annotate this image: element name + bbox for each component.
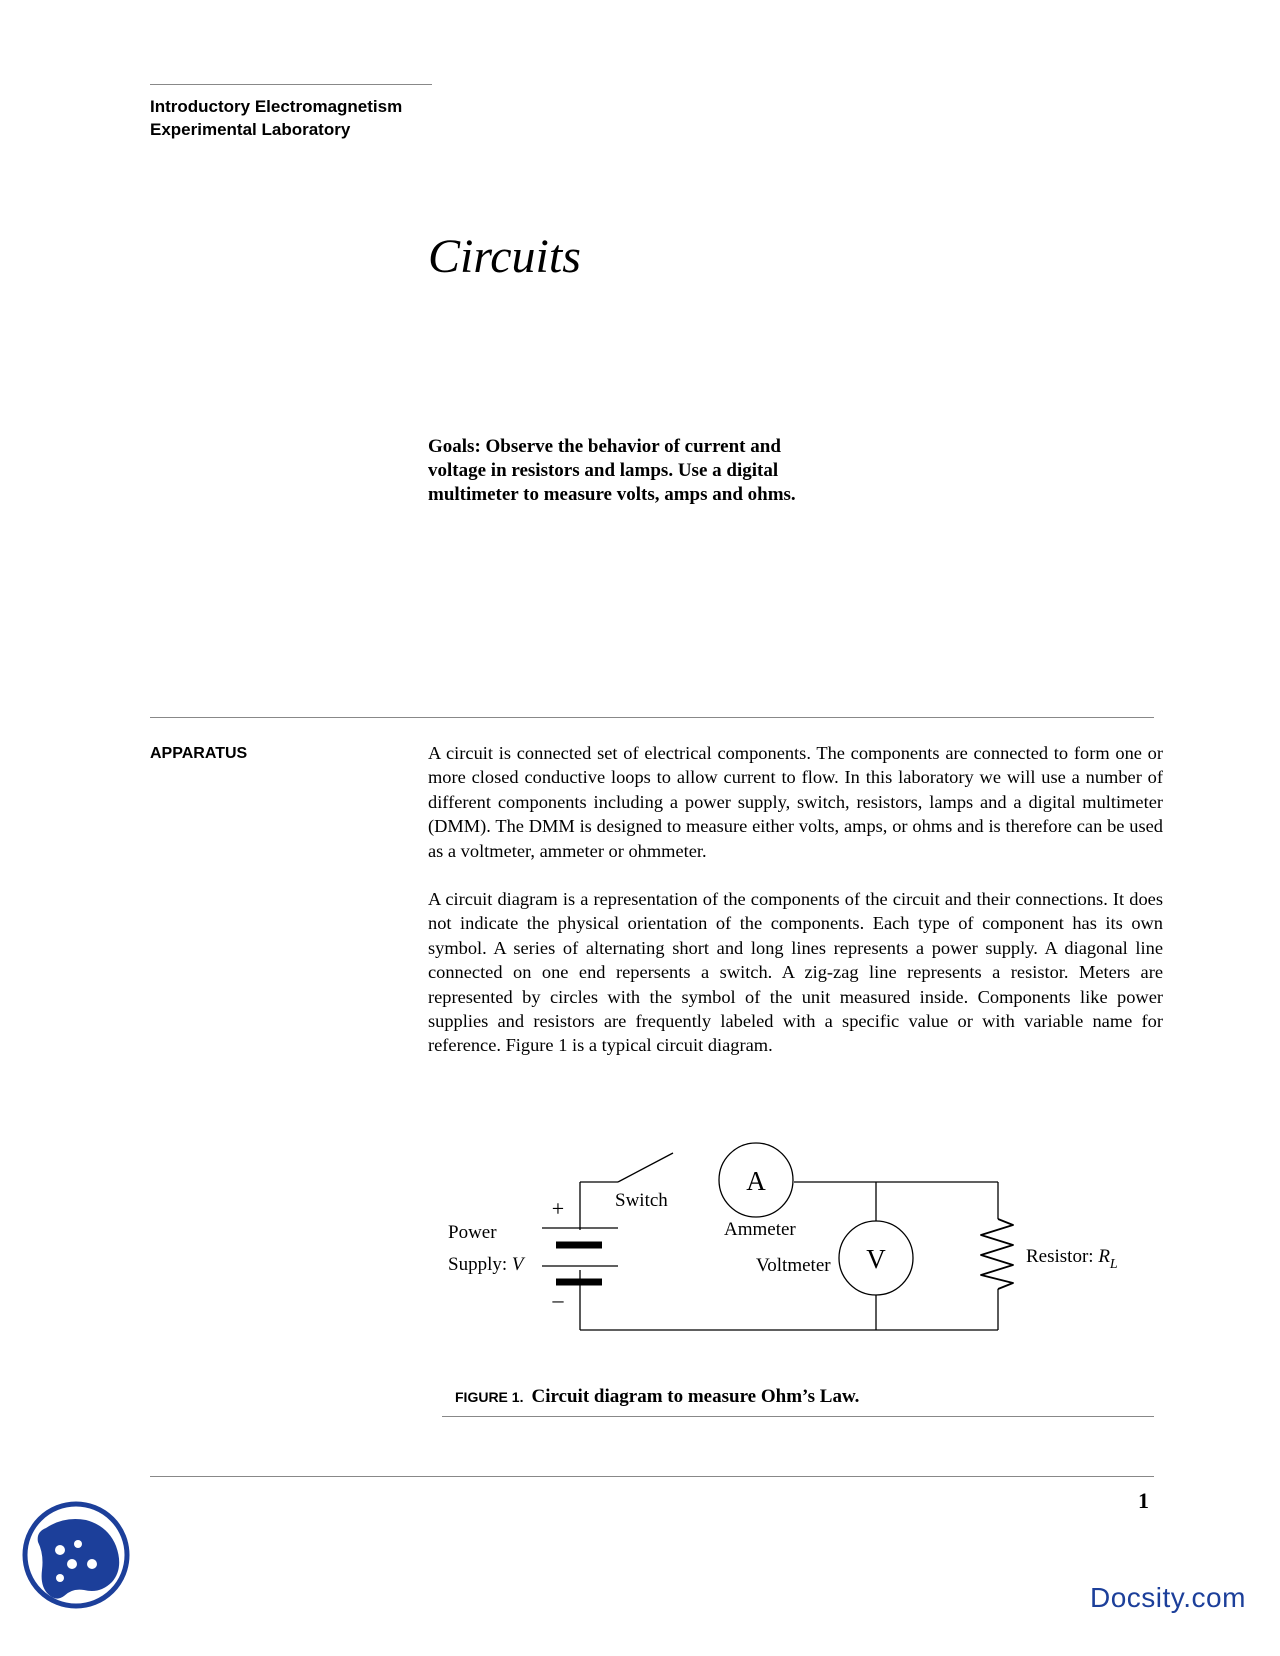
- caption-rule: [442, 1416, 1154, 1417]
- resistor-label: [1026, 1246, 1118, 1272]
- voltmeter-symbol: V: [866, 1244, 886, 1274]
- power-label: Power: [448, 1222, 497, 1243]
- brand-name[interactable]: Docsity.com: [1090, 1582, 1246, 1613]
- ammeter-symbol: A: [746, 1166, 766, 1196]
- supply-variable: V: [511, 1254, 524, 1275]
- paragraph: A circuit is connected set of electrical components. The components are connected to form one or more closed conductive loops to allow current to flow. In this laboratory we will use a number of different components including a power supply, switch, resistors, lamps and a digital multimeter (DMM). The DMM is designed to measure either volts, amps, or ohms and is therefore can be used as a voltmeter, ammeter or ohmmeter.: [428, 743, 1163, 861]
- section-heading: APPARATUS: [150, 745, 248, 762]
- footer-rule: [150, 1476, 1154, 1477]
- goals-text: Goals: Observe the behavior of current and voltage in resistors and lamps. Use a digital multimeter to measure volts, amps and ohms.: [428, 436, 796, 505]
- minus-sign: –: [552, 1287, 564, 1312]
- plus-sign: +: [551, 1196, 565, 1221]
- paragraph: A circuit diagram is a representation of the components of the circuit and their connections. It does not indicate the physical orientation of the components. Each type of component has its own symbol. A series of alternating short and long lines represents a power supply. A diagonal line connected on one end repersents a switch. A zig-zag line represents a resistor. Meters are represented by circles with the symbol of the unit measured inside. Components like power supplies and resistors are frequently labeled with a specific value or with variable name for reference. Figure 1 is a typical circuit diagram.: [428, 889, 1163, 1056]
- page-number: 1: [1138, 1488, 1149, 1513]
- supply-text: Supply:: [448, 1254, 512, 1275]
- resistor-variable: R: [1098, 1246, 1110, 1267]
- docsity-logo-icon: [20, 1500, 132, 1610]
- page-title: Circuits: [428, 230, 581, 283]
- course-title: Introductory Electromagnetism: [150, 97, 403, 116]
- switch-label: Switch: [615, 1190, 668, 1211]
- switch-lever: [618, 1153, 673, 1182]
- voltmeter-label: Voltmeter: [756, 1255, 831, 1276]
- resistor-zigzag: [981, 1219, 1013, 1289]
- resistor-subscript: L: [1109, 1257, 1118, 1272]
- resistor-text: Resistor:: [1026, 1246, 1099, 1267]
- figure-label: FIGURE 1.: [455, 1389, 524, 1405]
- figure-caption-text: Circuit diagram to measure Ohm’s Law.: [531, 1386, 860, 1407]
- figure-caption: [455, 1386, 859, 1408]
- supply-label: [448, 1254, 526, 1275]
- ammeter-label: Ammeter: [724, 1219, 796, 1240]
- course-subtitle: Experimental Laboratory: [150, 120, 351, 139]
